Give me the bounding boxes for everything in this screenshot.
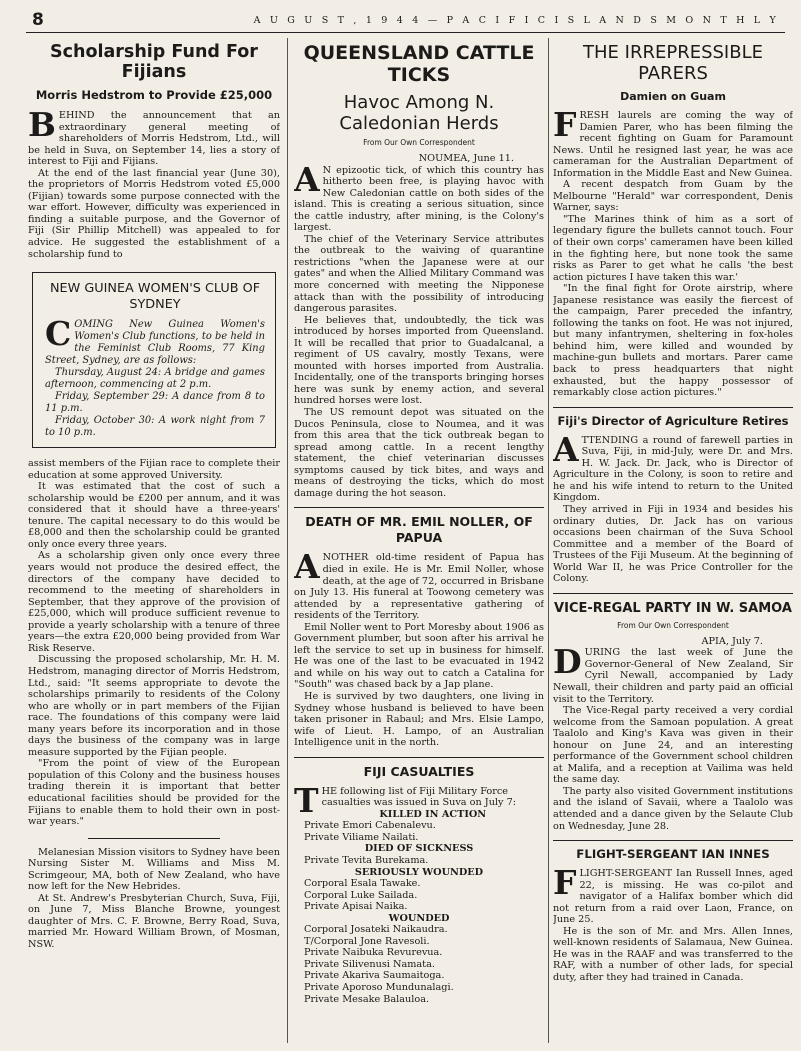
casualty-category: KILLED IN ACTION	[379, 808, 487, 820]
correspondent-credit: From Our Own Correspondent	[363, 138, 475, 147]
section-rule	[553, 840, 793, 841]
parers-article	[553, 42, 793, 399]
article-paragraph: As a scholarship given only once every three years would not produce the desired effect, the directors of the company have decided to recommend to the meeting of shareholders in September, that they approve of the provision of £25,000, which will produce sufficient revenue to provide a yearly scholarship with a tenure of three years—the extra £20,000 being provided from War Risk Reserve.	[28, 550, 280, 654]
scholarship-article-continued	[28, 458, 280, 828]
header-rule	[26, 32, 785, 33]
casualty-entry: Private Aporoso Mundunalagi.	[304, 982, 454, 993]
article-paragraph: URING the last week of June the Governor-General of New Zealand, Sir Cyril Newall, accompanied by Lady Newall, their children and party paid an official visit to the Territory.	[553, 647, 793, 705]
article-paragraph: He believes that, undoubtedly, the tick was introduced by horses imported from Queensland. It will be recalled that prior to Guadalcanal, a regiment of US cavalry, mostly Texans, were mounted with horses imported from Australia. Incidentally, one of the transports bringing horses here was sunk by enemy action, and several hundred horses were lost.	[294, 314, 544, 407]
dropcap: T	[294, 780, 319, 820]
article-paragraph: The Vice-Regal party received a very cordial welcome from the Samoan population. A great Taalolo and King's Kava was given in their honour on June 24, and an interesting performance of the Government school children at Malifa, and a reception at Vailima was held the same day.	[553, 705, 793, 786]
article-paragraph: Discussing the proposed scholarship, Mr. H. M. Hedstrom, managing director of Morris Hedstrom, Ltd., said: "It seems appropriate to devote the scholarships primarily to residents of the Colony who are wholly or in part members of the Fijian race. The foundations of this company were laid many years before its incorporation and in those days the business of the company was in large measure supported by the Fijian people.	[28, 654, 280, 758]
casualty-entry: Private Silivenusi Namata.	[304, 958, 435, 970]
dateline: APIA, July 7.	[701, 635, 763, 647]
scholarship-article	[28, 42, 280, 260]
article-paragraph: At the end of the last financial year (June 30), the proprietors of Morris Hedstrom voted £5,000 (Fijian) towards some purpose connected with the war effort. However, difficulty was experienced in finding a suitable purpose, and the Governor of Fiji (Sir Phillip Mitchell) was appealed to for advice. He suggested the establishment of a scholarship fund to	[28, 167, 280, 260]
casualty-entry: Private Emori Cabenalevu.	[304, 820, 436, 832]
section-rule	[294, 757, 544, 758]
column-3	[553, 40, 793, 1045]
page-header	[26, 6, 785, 32]
dropcap: A	[294, 159, 320, 199]
fiji-casualties-title: FIJI CASUALTIES	[363, 763, 475, 779]
casualty-entry: T/Corporal Jone Ravesoli.	[304, 935, 430, 947]
article-paragraph: TTENDING a round of farewell parties in Suva, Fiji, in mid-July, were Dr. and Mrs. H. W. Jack. Dr. Jack, who is Director of Agriculture in the Colony, is soon to retire and he and his wife intend to return to the United Kingdom.	[553, 434, 793, 504]
casualty-entry: Private Mesake Balauloa.	[304, 993, 430, 1005]
fiji-casualties-article	[294, 764, 544, 1005]
section-rule	[88, 838, 220, 839]
notice-paragraph: OMING New Guinea Women's Women's Club functions, to be held in the Feminist Club Rooms, 77 King Street, Sydney, are as follows:	[45, 319, 265, 367]
casualty-category: WOUNDED	[388, 912, 450, 924]
article-paragraph: The party also visited Government institutions and the island of Savaii, where a Taalolo was attended and a dance given by the Selaute Club on Wednesday, June 28.	[553, 785, 793, 832]
article-paragraph: LIGHT-SERGEANT Ian Russell Innes, aged 22, is missing. He was co-pilot and navigator of a Halifax bomber which did not return from a raid over Laon, France, on June 25.	[553, 868, 793, 926]
samoa-title: VICE-REGAL PARTY IN W. SAMOA	[554, 600, 792, 616]
dropcap: F	[553, 863, 577, 903]
casualty-entry: Corporal Esala Tawake.	[304, 878, 421, 890]
article-paragraph: HE following list of Fiji Military Force casualties was issued in Suva on July 7:	[321, 785, 517, 809]
casualty-entry: Corporal Luke Sailada.	[304, 889, 418, 901]
noller-title: DEATH OF MR. EMIL NOLLER, OF PAPUA	[305, 514, 533, 546]
article-paragraph: He is the son of Mr. and Mrs. Allen Innes, well-known residents of Salamaua, New Guinea. He was in the RAAF and was transferred to the RAF, with a number of other lads, for special duty, after they had trained in Canada.	[553, 925, 793, 983]
casualty-category: SERIOUSLY WOUNDED	[354, 866, 484, 878]
mission-notes	[28, 847, 280, 951]
article-paragraph: The US remount depot was situated on the Ducos Peninsula, close to Noumea, and it was from this area that the tick outbreak began to spread among cattle. In a recent lengthy statement, the chief veterinarian discusses symptoms caused by tick bites, and ways and means of destroying the ticks, which do most damage during the hot season.	[294, 407, 544, 499]
dropcap: C	[45, 314, 72, 354]
note-paragraph: At St. Andrew's Presbyterian Church, Suva, Fiji, on June 7, Miss Blanche Browne, youngest daughter of Mrs. C. F. Browne, Berry Road, Suva, married Mr. Howard William Brown, of Mosman, NSW.	[28, 892, 280, 950]
innes-title: FLIGHT-SERGEANT IAN INNES	[576, 847, 770, 862]
running-head: A U G U S T , 1 9 4 4 — P A C I F I C I S L A N D S M O N T H L Y	[253, 15, 779, 26]
dropcap: A	[294, 547, 320, 587]
article-paragraph: assist members of the Fijian race to complete their education at some approved University.	[28, 458, 280, 481]
dropcap: D	[553, 642, 582, 682]
article-paragraph: They arrived in Fiji in 1934 and besides his ordinary duties, Dr. Jack has on various occasions been chairman of the Suva School Committee and a member of the Board of Trustees of the Fiji Museum. At the beginning of World War II, he was Price Controller for the Colony.	[553, 503, 793, 585]
casualty-entry: Private Apisai Naika.	[304, 901, 408, 913]
article-paragraph: N epizootic tick, of which this country has hitherto been free, is playing havoc with New Caledonian cattle on both sides of the island. This is creating a serious situation, since the cattle industry, after mining, is the Colony's largest.	[294, 164, 544, 234]
article-paragraph: It was estimated that the cost of such a scholarship would be £200 per annum, and it was considered that it should have a three-years' tenure. The capital necessary to do this would be £8,000 and then the scholarship could be granted only once every three years.	[28, 481, 280, 550]
page-number: 8	[32, 10, 44, 30]
article-paragraph: A recent despatch from Guam by the Melbourne "Herald" war correspondent, Denis Warner, says:	[553, 179, 793, 214]
parers-subtitle: Damien on Guam	[620, 90, 726, 103]
article-paragraph: Emil Noller went to Port Moresby about 1906 as Government plumber, but soon after his arrival he left the service to set up in business for himself. He was one of the last to be evacuated in 1942 and while on his way out to catch a Catalina for "South" was chased back by a Jap plane.	[294, 621, 544, 691]
section-rule	[553, 407, 793, 408]
correspondent-credit: From Our Own Correspondent	[617, 620, 729, 630]
noller-article	[294, 514, 544, 748]
casualty-entry: Private Tevita Burekama.	[304, 854, 429, 866]
samoa-article	[553, 600, 793, 832]
column-2	[294, 40, 544, 1045]
casualty-entry: Private Naibuka Revurevua.	[304, 947, 443, 959]
casualty-entry: Private Viliame Nailati.	[304, 831, 419, 843]
dropcap: B	[28, 105, 56, 144]
scholarship-subtitle: Morris Hedstrom to Provide £25,000	[35, 88, 273, 102]
article-paragraph: NOTHER old-time resident of Papua has died in exile. He is Mr. Emil Noller, whose death, at the age of 72, occurred in Brisbane on July 13. His funeral at Toowong cemetery was attended by a representative gathering of residents of the Territory.	[294, 552, 544, 622]
article-paragraph: EHIND the announcement that an extraordinary general meeting of shareholders of Morris Hedstrom, Ltd., will be held in Suva, on September 14, lies a story of interest to Fiji and Fijians.	[28, 110, 280, 168]
casualty-entry: Corporal Josateki Naikaudra.	[304, 924, 448, 936]
scholarship-title: Scholarship Fund For Fijians	[50, 42, 258, 82]
notice-paragraph: Thursday, August 24: A bridge and games afternoon, commencing at 2 p.m.	[45, 367, 265, 391]
dropcap: F	[553, 105, 577, 144]
section-rule	[553, 593, 793, 594]
cattle-article	[294, 42, 544, 499]
article-paragraph: "From the point of view of the European population of this Colony and the business houses trading therein it is important that better educational facilities should be provided for the Fijians to enable them to hold their own in post-war years."	[28, 758, 280, 828]
notice-paragraph: Friday, October 30: A work night from 7 to 10 p.m.	[45, 415, 265, 439]
column-divider-1	[287, 38, 288, 1043]
casualty-entry: Private Akariva Saumaitoga.	[304, 970, 445, 982]
cattle-subtitle: Havoc Among N. Caledonian Herds	[339, 92, 499, 134]
article-paragraph: RESH laurels are coming the way of Damien Parer, who has been filming the recent fighting on Guam for Paramount News. Until he resigned last year, he was ace cameraman for the Australian Department of Information in the Middle East and New Guinea.	[553, 110, 793, 179]
club-notice-title: NEW GUINEA WOMEN'S CLUB OF SYDNEY	[49, 281, 261, 313]
dateline: NOUMEA, June 11.	[418, 153, 514, 164]
agriculture-title: Fiji's Director of Agriculture Retires	[557, 413, 789, 428]
section-rule	[294, 507, 544, 508]
notice-paragraph: Friday, September 29: A dance from 8 to 11 p.m.	[45, 391, 265, 415]
parers-title: THE IRREPRESSIBLE PARERS	[583, 42, 763, 84]
agriculture-article	[553, 414, 793, 585]
dropcap: A	[553, 429, 579, 469]
innes-article	[553, 847, 793, 983]
club-notice-box	[32, 272, 276, 448]
cattle-title: QUEENSLAND CATTLE TICKS	[303, 42, 535, 86]
article-paragraph: "In the final fight for Orote airstrip, where Japanese resistance was easily the fiercest of the campaign, Parer preceded the infantry, following the tanks on foot. He was not injured, but many infantrymen, sheltering in fox-holes behind him, were killed and wounded by machine-gun bullets and mortars. Parer came back to press headquarters that night exhausted, but the happy possessor of remarkably close action pictures."	[553, 283, 793, 399]
article-paragraph: "The Marines think of him as a sort of legendary figure the bullets cannot touch. Four of their own corps' cameramen have been killed in the fighting here, but none took the same risks as Parer to get what he calls 'the best action pictures I have taken this war.'	[553, 213, 793, 283]
column-1	[28, 40, 280, 1045]
article-paragraph: He is survived by two daughters, one living in Sydney whose husband is believed to have been taken prisoner in Rabaul; and Mrs. Elsie Lampo, wife of Lieut. H. Lampo, of an Australian Intelligence unit in the north.	[294, 690, 544, 749]
article-paragraph: The chief of the Veterinary Service attributes the outbreak to the waiving of quarantine restrictions "when the Japanese were at our gates" and when the Allied Military Command was more concerned with meeting the Nipponese attack than with the possibility of introducing dangerous parasites.	[294, 233, 544, 315]
column-divider-2	[548, 38, 549, 1043]
note-paragraph: Melanesian Mission visitors to Sydney have been Nursing Sister M. Williams and Miss M. Scrimgeour, MA, both of New Zealand, who have now left for the New Hebrides.	[28, 846, 280, 893]
casualty-category: DIED OF SICKNESS	[364, 843, 474, 855]
